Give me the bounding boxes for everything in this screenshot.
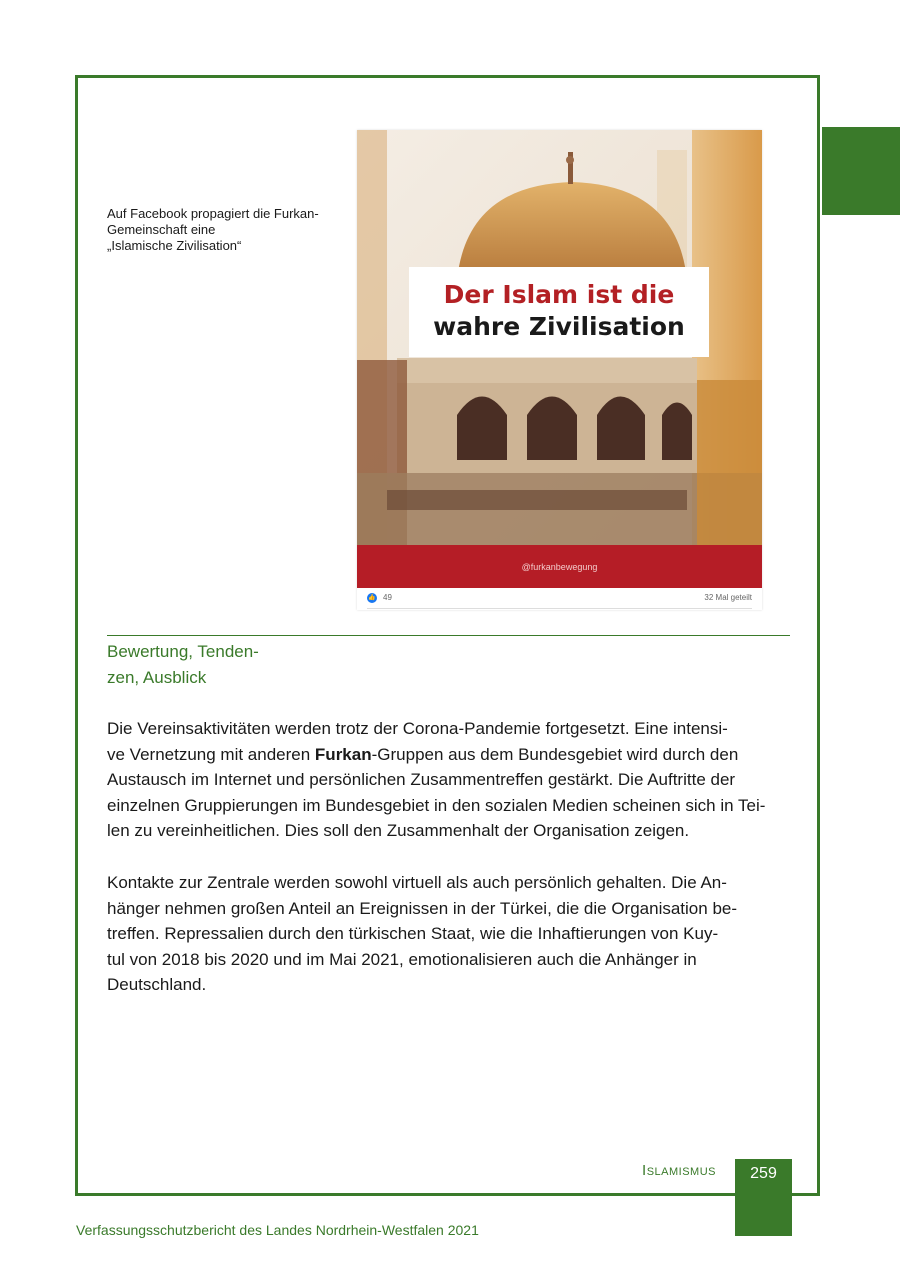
caption-line: „Islamische Zivilisation“ [107, 238, 242, 253]
section-divider [107, 635, 790, 636]
paragraph-line: einzelnen Gruppierungen im Bundesgebiet in den sozialen Medien scheinen sich in Tei- [107, 795, 766, 815]
paragraph-line: tul von 2018 bis 2020 und im Mai 2021, emotionalisieren auch die Anhänger in [107, 949, 697, 969]
section-heading [107, 639, 259, 691]
paragraph-1 [107, 716, 797, 844]
text-span: ve Vernetzung mit anderen [107, 744, 315, 764]
like-count: 49 [383, 593, 392, 602]
paragraph-line: len zu vereinheitlichen. Dies soll den Zusammenhalt der Organisation zeigen. [107, 821, 690, 841]
text-span: -Gruppen aus dem Bundesgebiet wird durch den [371, 744, 739, 764]
image-caption [107, 206, 342, 254]
paragraph-line: treffen. Repressalien durch den türkischen Staat, wie die Inhaftierungen von Kuy- [107, 924, 719, 944]
paragraph-line: Deutschland. [107, 975, 207, 995]
facebook-post [357, 130, 762, 610]
post-image [357, 130, 762, 545]
section-heading-line: zen, Ausblick [107, 668, 207, 687]
page-number: 259 [750, 1165, 777, 1182]
page-number-box [735, 1159, 792, 1236]
chapter-tab [822, 127, 900, 215]
caption-line: Auf Facebook propagiert die Furkan- [107, 206, 319, 221]
paragraph-line: Austausch im Internet und persönlichen Zusammentreffen gestärkt. Die Auftritte der [107, 770, 736, 790]
post-reactions-bar [367, 592, 752, 609]
share-count: 32 Mal geteilt [704, 593, 752, 602]
section-heading-line: Bewertung, Tenden- [107, 642, 259, 661]
paragraph-2 [107, 870, 797, 998]
paragraph-line [107, 742, 797, 768]
post-headline-line2: wahre Zivilisation [433, 312, 685, 341]
thumbs-up-icon: 👍 [368, 595, 376, 601]
footer-section-label: Islamismus [642, 1162, 716, 1179]
post-headline-box [409, 267, 709, 357]
paragraph-line: Kontakte zur Zentrale werden sowohl virtuell als auch persönlich gehalten. Die An- [107, 873, 727, 892]
post-handle: @furkanbewegung [521, 561, 598, 572]
post-headline-line1: Der Islam ist die [443, 280, 675, 309]
paragraph-line: hänger nehmen großen Anteil an Ereignissen in der Türkei, die die Organisation be- [107, 898, 738, 918]
post-banner [357, 545, 762, 588]
report-title: Verfassungsschutzbericht des Landes Nordrhein-Westfalen 2021 [76, 1222, 479, 1238]
bold-term: Furkan [314, 744, 372, 764]
caption-line: Gemeinschaft eine [107, 222, 216, 237]
paragraph-line: Die Vereinsaktivitäten werden trotz der Corona-Pandemie fortgesetzt. Eine intensi- [107, 719, 728, 738]
